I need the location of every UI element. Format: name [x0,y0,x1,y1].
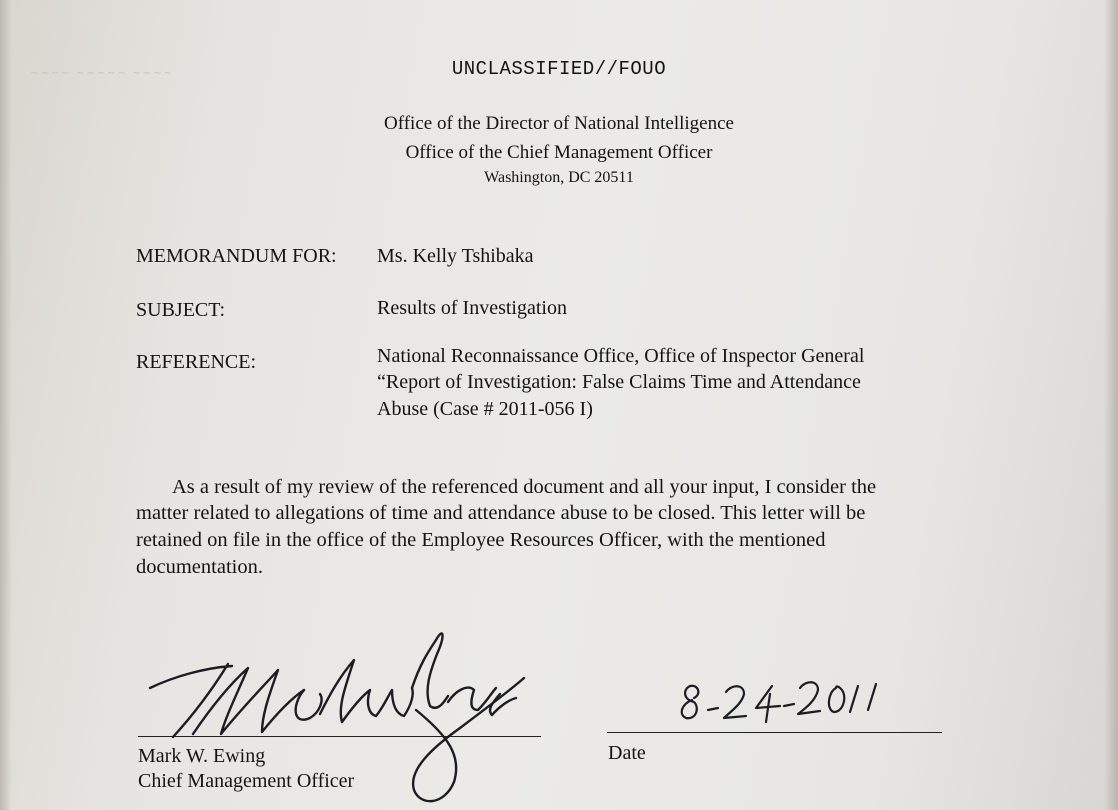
subject-label: SUBJECT: [136,299,226,321]
body-paragraph-line: As a result of my review of the referenced document and all your input, I consider the [172,476,877,498]
reference-line: Abuse (Case # 2011-056 I) [377,398,593,420]
body-paragraph-line: retained on file in the office of the Employee Resources Officer, with the mentioned [136,529,826,551]
body-paragraph-line: matter related to allegations of time and attendance abuse to be closed. This letter will be [136,502,866,524]
date-label: Date [608,742,646,764]
signer-name: Mark W. Ewing [138,745,266,767]
body-paragraph-line: documentation. [136,556,263,578]
handwritten-date [682,682,876,722]
reference-line: “Report of Investigation: False Claims Time and Attendance [377,371,861,393]
reference-label: REFERENCE: [136,351,257,373]
header-address: Washington, DC 20511 [484,169,634,186]
subject-value: Results of Investigation [377,297,567,319]
memorandum-for-value: Ms. Kelly Tshibaka [377,245,534,267]
reference-line: National Reconnaissance Office, Office of Inspector General [377,345,865,367]
faded-bleed-through: ∼∼∼∼ ∼∼∼∼∼ ∼∼∼∼ [30,68,174,79]
header-agency: Office of the Director of National Intelligence [384,113,734,134]
signer-title: Chief Management Officer [138,770,355,792]
handwritten-signature [150,633,524,801]
memorandum-for-label: MEMORANDUM FOR: [136,245,337,267]
header-office: Office of the Chief Management Officer [405,142,713,163]
classification-marking: UNCLASSIFIED//FOUO [451,58,667,80]
